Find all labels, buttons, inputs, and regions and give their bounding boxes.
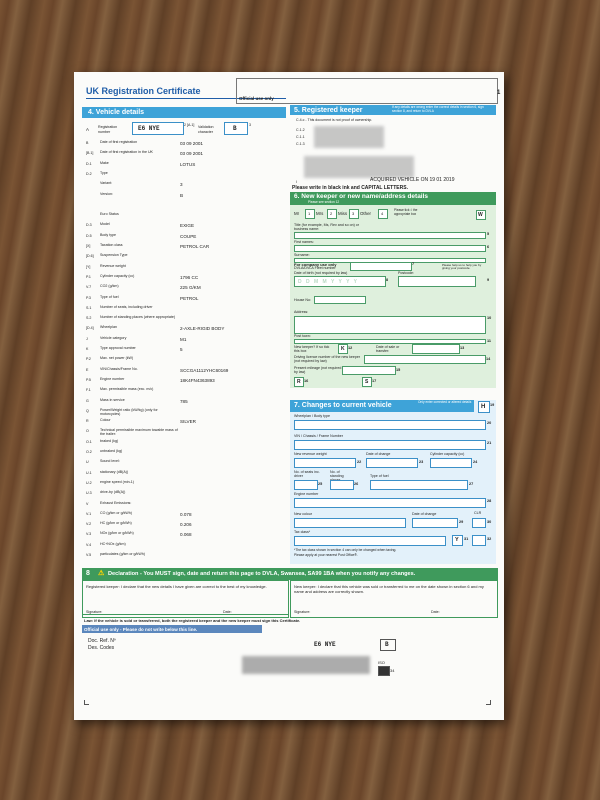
title-checkbox-6[interactable] xyxy=(378,209,388,219)
vehicle-row-label: CO2 (g/km) xyxy=(100,284,119,289)
validation-char: B xyxy=(233,125,237,132)
vehicle-row-code: P.3 xyxy=(86,295,91,300)
engine-label: Engine number xyxy=(294,492,319,496)
reg-code: A xyxy=(86,127,89,132)
vehicle-row-code: U.1 xyxy=(86,470,92,475)
vehicle-row-code: O xyxy=(86,429,89,434)
section7-field-number: 32 xyxy=(487,537,492,541)
vehicle-row-value: EXIGE xyxy=(180,223,195,229)
section8-heading: Declaration - You MUST sign, date and return this page to DVLA, Swansea, SA99 1BA when you notify any changes. xyxy=(108,571,416,577)
vehicle-row-code: R xyxy=(86,419,89,424)
section6-field-number: 9 xyxy=(487,278,490,282)
footer-official: Official use only - Please do not write below this line. xyxy=(84,626,198,632)
first-names-input[interactable] xyxy=(294,245,486,252)
w-box[interactable] xyxy=(476,210,486,220)
vehicle-row-label: VIN/Chassis/Frame No. xyxy=(100,366,138,371)
vehicle-row-value: 0.078 xyxy=(180,511,192,517)
corner-number: 1 xyxy=(497,90,501,96)
vehicle-row-code: U.3 xyxy=(86,491,92,496)
section7-note: Only enter corrected or altered details xyxy=(418,400,472,404)
h-num: 19 xyxy=(490,403,495,407)
section6-title: 6. New keeper or new name/address details xyxy=(294,193,429,200)
vehicle-row-code: P.5 xyxy=(86,377,91,382)
vehicle-row-label: Number of standing places (where appropriate) xyxy=(100,315,176,320)
section7-field-number: 21 xyxy=(487,441,492,445)
document-title: UK Registration Certificate xyxy=(86,86,201,96)
mileage-input[interactable] xyxy=(342,366,396,375)
vehicle-row-code: V.2 xyxy=(86,522,92,527)
box-34-num: 34 xyxy=(390,668,395,673)
vehicle-row-code: [Y] xyxy=(86,264,91,269)
vehicle-row-label: HC+NOx (g/km) xyxy=(100,541,126,546)
vehicle-row-value: SILVER xyxy=(180,419,196,425)
s-box[interactable] xyxy=(362,377,372,387)
r-label: R xyxy=(297,379,301,385)
redacted-keeper-name xyxy=(314,126,384,148)
postcode-input[interactable] xyxy=(398,276,476,287)
title-option-0: Mr xyxy=(294,211,300,216)
fleet-label: DVLA/DVLA Fleet number xyxy=(294,266,336,270)
vehicle-row-label: Colour xyxy=(100,418,111,423)
vehicle-row-value: 03 09 2001 xyxy=(180,141,203,146)
address-label: Address: xyxy=(294,310,309,314)
box-34 xyxy=(378,666,395,676)
vehicle-row-code: S.2 xyxy=(86,316,92,321)
line-i: I xyxy=(296,180,297,184)
date-change-label: Date of change xyxy=(366,452,391,456)
postcode-label: Postcode: xyxy=(398,271,414,275)
title-option-6: Other xyxy=(360,211,371,216)
title-checkbox-2[interactable] xyxy=(327,209,337,219)
dl-number-label: Driving licence number of the new keeper (not required by law) xyxy=(294,355,361,363)
section8-number: 8 xyxy=(86,570,90,577)
vehicle-row-code: U.2 xyxy=(86,480,92,485)
vehicle-row-code: [D.6] xyxy=(86,254,94,259)
vehicle-row-value: 0.068 xyxy=(180,532,192,538)
colour-label: New colour xyxy=(294,512,312,516)
title-option-2: Mrs xyxy=(316,211,324,216)
vehicle-row-label: braked (kg) xyxy=(100,438,119,443)
vehicle-row-value: 3 xyxy=(180,182,183,188)
vehicle-row-value: 03 09 2001 xyxy=(180,151,203,157)
vehicle-row-label: Max. net power (kW) xyxy=(100,356,134,361)
keeper-line-2: C.1.1 xyxy=(296,135,305,139)
vehicle-row-code: V.3 xyxy=(86,532,92,537)
vehicle-row-code: P.1 xyxy=(86,274,91,279)
vehicle-row-label: Date of first registration xyxy=(100,140,138,144)
new-keeper-signature-label: Signature: xyxy=(294,610,311,614)
vehicle-row-label: Wheelplan xyxy=(100,325,117,330)
vehicle-row-label: Max. permissible mass (exc. m/c) xyxy=(100,387,154,392)
vehicle-row-code: D.3 xyxy=(86,223,92,228)
y-box[interactable] xyxy=(452,535,463,546)
section7-field-number: 29 xyxy=(459,520,464,524)
vehicle-row-value: 1796 CC xyxy=(180,274,199,280)
section6-field-number: 7 xyxy=(412,262,415,266)
section6-field-number: 10 xyxy=(487,316,492,320)
surname-label: Surname: xyxy=(294,253,310,257)
section6-field-number: 14 xyxy=(486,357,491,361)
standing-label: No. of standing xyxy=(330,470,344,478)
footer-reg: E6 NYE xyxy=(314,641,336,648)
rev-weight-input[interactable] xyxy=(294,458,356,468)
vin-label: VIN / Chassis / Frame Number xyxy=(294,434,343,438)
rev-weight-label: New revenue weight xyxy=(294,452,327,456)
keeper-line-1: C.1.2 xyxy=(296,128,305,132)
footer-val-box xyxy=(380,639,396,651)
official-use-box xyxy=(236,78,501,104)
new-keeper-declaration xyxy=(290,580,498,618)
section4-header xyxy=(82,107,286,118)
vehicle-row-value: LOTUS xyxy=(180,161,196,167)
first-names-label: First names: xyxy=(294,240,314,244)
vehicle-row-label: Type approval number xyxy=(100,346,136,350)
section5-title: 5. Registered keeper xyxy=(294,106,363,114)
footer-val: B xyxy=(385,641,389,648)
crop-mark-left xyxy=(84,700,89,705)
dob-input[interactable] xyxy=(294,276,389,287)
vehicle-row-value: 0.206 xyxy=(180,522,192,528)
date-sale-input[interactable] xyxy=(412,344,460,354)
law-text: Law: If the vehicle is sold or transferred, both the registered keeper and the new keeper must sign this Certificate. xyxy=(84,618,301,623)
warning-icon: ⚠ xyxy=(98,570,105,577)
new-keeper-date-label: Date: xyxy=(431,610,440,614)
s-label: S xyxy=(365,379,369,385)
k-box[interactable] xyxy=(338,344,348,354)
fuel-input[interactable] xyxy=(370,480,468,490)
title-line-label: Title (for example, Ms, Rev and so on) or business name: xyxy=(294,223,359,231)
reg-number-box xyxy=(132,122,184,135)
section7-field-number: 25 xyxy=(318,482,323,486)
new-keeper-q: New keeper? If so tick this box xyxy=(294,345,330,353)
vehicle-row-code: D.5 xyxy=(86,233,92,238)
vehicle-row-label: Type xyxy=(100,170,108,175)
section6-field-number: 13 xyxy=(460,346,465,350)
vehicle-row-label: particulates (g/km or g/kWh) xyxy=(100,552,145,556)
new-keeper-text: New keeper: I declare that this vehicle was sold or transferred to me on the date shown in section 6 and my name and address are correctly shown. xyxy=(294,584,484,594)
vehicle-row-label: Engine number xyxy=(100,376,125,381)
section7-field-number: 31 xyxy=(464,537,469,541)
vehicle-row-code: D.2 xyxy=(86,171,92,176)
section7-field-number: 28 xyxy=(487,499,492,503)
iso-label: ISO xyxy=(378,660,385,665)
section6-field-number: 8 xyxy=(386,278,389,282)
seats-input[interactable] xyxy=(294,480,318,490)
vehicle-row-value: PETROL xyxy=(180,295,199,301)
section7-title: 7. Changes to current vehicle xyxy=(294,402,392,409)
section6-field-number: 12 xyxy=(348,346,353,350)
registered-keeper-declaration xyxy=(82,580,289,618)
section6-subtitle: Please see section 12 xyxy=(308,200,340,204)
vehicle-row-code: V xyxy=(86,501,89,506)
vehicle-row-label: CO (g/km or g/kWh) xyxy=(100,510,132,515)
vehicle-row-label: Cylinder capacity (cc) xyxy=(100,273,135,278)
tax-class-input[interactable] xyxy=(294,536,446,546)
footer-official-band xyxy=(82,625,262,633)
vehicle-row-label: Body type xyxy=(100,232,116,237)
vehicle-row-label: Make xyxy=(100,160,109,165)
section6-field-number: 17 xyxy=(372,379,377,383)
clr-label: CLR xyxy=(474,511,482,515)
dob-label: Date of birth (not required by law) xyxy=(294,271,348,275)
vehicle-row-code: S.1 xyxy=(86,305,92,310)
engine-input[interactable] xyxy=(294,498,486,508)
vehicle-row-label: Revenue weight xyxy=(100,263,126,268)
vehicle-row-value: PETROL CAR xyxy=(180,244,210,249)
vehicle-row-value: 5 xyxy=(180,347,183,352)
redacted-keeper-address xyxy=(304,156,414,178)
vehicle-row-code: B xyxy=(86,141,89,145)
date-change2-label: Date of change xyxy=(412,512,437,516)
vin-input[interactable] xyxy=(294,440,486,450)
company-label: For company use only xyxy=(294,262,337,267)
title-checkbox-0[interactable] xyxy=(305,209,315,219)
vehicle-row-value: 225 G/KM xyxy=(180,285,201,291)
vehicle-row-label: Model xyxy=(100,222,110,227)
vehicle-row-value: 2-AXLE-RIGID BODY xyxy=(180,326,225,332)
vehicle-row-code: G xyxy=(86,398,89,403)
reg-keeper-text: Registered keeper: I declare that the new details I have given are correct to the best of my knowledge. xyxy=(86,584,267,589)
section8-header xyxy=(82,568,498,580)
vehicle-row-label: Vehicle category xyxy=(100,335,127,340)
vehicle-row-code: V.5 xyxy=(86,553,92,557)
vehicle-row-code: O.1 xyxy=(86,439,92,444)
vehicle-row-label: Suspension Type xyxy=(100,253,128,258)
vehicle-row-code: P.2 xyxy=(86,357,91,362)
reg-label: Registration number xyxy=(98,125,118,134)
section7-field-number: 27 xyxy=(469,482,474,486)
standing-input[interactable] xyxy=(330,480,354,490)
redacted-barcode xyxy=(242,656,370,674)
des-codes-label: Des. Codes xyxy=(88,645,115,651)
tax-note: *The tax class shown in section 4 can only be changed when taxing. xyxy=(294,548,397,552)
vehicle-row-code: D.1 xyxy=(86,161,92,166)
post-town-label: Post town: xyxy=(294,334,311,338)
vehicle-row-code: F.1 xyxy=(86,388,91,393)
crop-mark-right xyxy=(486,700,491,705)
vehicle-row-code: E xyxy=(86,367,89,372)
vehicle-row-label: Date of first registration in the UK xyxy=(100,150,153,155)
vehicle-row-label: stationary (dB(A)) xyxy=(100,469,129,474)
vehicle-row-code: U xyxy=(86,460,89,465)
date-sale-label: Date of sale or transfer: xyxy=(376,345,400,353)
vehicle-row-code: [X] xyxy=(86,244,91,248)
vehicle-row-value: COUPE xyxy=(180,233,197,239)
postcode-help: Please help us to help you by giving your postcode. xyxy=(442,263,482,271)
vehicle-row-code: V.1 xyxy=(86,511,92,516)
clr-input[interactable] xyxy=(472,518,486,528)
vehicle-row-code: J xyxy=(86,336,88,341)
post-office-note: Please apply at your nearest Post Office®. xyxy=(294,553,358,557)
vehicle-row-label: drive-by (dB(A)) xyxy=(100,490,126,495)
reg-keeper-date-label: Date: xyxy=(223,610,232,614)
section6-field-number: 5 xyxy=(487,232,490,236)
title-input[interactable] xyxy=(294,232,486,239)
cyl-input[interactable] xyxy=(430,458,472,468)
h-box[interactable] xyxy=(478,401,490,413)
vehicle-row-code: O.2 xyxy=(86,450,92,454)
vehicle-row-code: V.4 xyxy=(86,542,92,547)
validation-box xyxy=(224,122,248,135)
vehicle-row-value: 18K4FN4363893 xyxy=(180,377,215,383)
field-ref: 2 [A.1] xyxy=(184,123,195,127)
section7-field-number: 26 xyxy=(354,482,359,486)
vehicle-row-label: Mass in service xyxy=(100,397,125,402)
vehicle-row-label: unbraked (kg) xyxy=(100,449,123,453)
title-option-4: Miss xyxy=(338,211,348,216)
address-input[interactable] xyxy=(294,316,486,334)
vehicle-row-label: Power/Weight ratio (kW/kg) (only for motorcycles) xyxy=(100,407,158,416)
keeper-line-3: C.1.3 xyxy=(296,142,305,146)
acquired-date: ACQUIRED VEHICLE ON 19 01 2019 xyxy=(370,177,455,183)
vehicle-row-label: Exhaust Emissions: xyxy=(100,500,132,505)
vehicle-row-label: Version: xyxy=(100,191,113,196)
write-instruction: Please write in black ink and CAPITAL LETTERS. xyxy=(292,185,408,191)
box-32[interactable] xyxy=(472,535,486,546)
vehicle-row-label: NOx (g/km or g/kWh) xyxy=(100,531,134,536)
section6-field-number: 15 xyxy=(396,368,401,372)
vehicle-row-label: engine speed (min-1) xyxy=(100,479,134,484)
vehicle-row-value: 785 xyxy=(180,398,188,404)
colour-input[interactable] xyxy=(294,518,406,528)
vehicle-row-label: Technical permissible maximum towable mass of the trailer: xyxy=(100,428,178,437)
title-checkbox-4[interactable] xyxy=(349,209,359,219)
wheelplan-input[interactable] xyxy=(294,420,486,430)
section5-note: If any details are wrong enter the correct details in section 6, sign section 8, and return to DVLA xyxy=(392,105,484,113)
validation-label: Validation character xyxy=(198,125,214,134)
section5-header xyxy=(290,105,496,115)
house-label: House No: xyxy=(294,298,311,302)
section6-field-number: 11 xyxy=(487,339,492,343)
reg-keeper-signature-label: Signature: xyxy=(86,610,103,614)
dob-format: D D M M Y Y Y Y xyxy=(298,278,359,285)
dl-number-input[interactable] xyxy=(364,355,486,364)
section6-field-number: 16 xyxy=(304,379,309,383)
title-checkbox-number: 1 xyxy=(308,211,311,216)
seats-label: No. of seats inc. driver xyxy=(294,470,320,478)
fuel-label: Type of fuel xyxy=(370,474,389,478)
registration-certificate xyxy=(74,72,504,720)
section7-field-number: 22 xyxy=(357,460,362,464)
tick-note: Please tick √ the appropriate box xyxy=(394,208,418,216)
vehicle-row-code: V.7 xyxy=(86,285,92,290)
official-use-label: Official use only xyxy=(239,96,274,101)
vehicle-row-code: Q xyxy=(86,408,89,413)
tax-class-label: Tax class* xyxy=(294,530,311,534)
vehicle-row-code: K xyxy=(86,347,89,351)
vehicle-row-label: Number of seats, including driver xyxy=(100,304,153,309)
vehicle-row-label: Taxation class xyxy=(100,243,123,247)
vehicle-row-value: SCCGA1112YHC60169 xyxy=(180,367,229,373)
vehicle-row-code: [B.1] xyxy=(86,151,94,156)
section6-header xyxy=(290,192,496,205)
house-input[interactable] xyxy=(314,296,366,304)
date-change2-input[interactable] xyxy=(412,518,458,528)
r-box[interactable] xyxy=(294,377,304,387)
vehicle-row-label: Sound level: xyxy=(100,459,120,464)
vehicle-row-label: HC (g/km or g/kWh) xyxy=(100,521,132,526)
validation-num: 3 xyxy=(249,123,251,127)
section7-field-number: 24 xyxy=(473,460,478,464)
section4-title: 4. Vehicle details xyxy=(88,109,145,116)
title-checkbox-number: 2 xyxy=(330,211,333,216)
wheelplan-label: Wheelplan / Body type xyxy=(294,414,330,418)
reg-keeper-sign-line xyxy=(83,614,288,615)
fleet-input[interactable] xyxy=(350,262,415,271)
cyl-label: Cylinder capacity (cc) xyxy=(430,452,465,456)
k-label: K xyxy=(341,346,345,352)
section7-header xyxy=(290,400,474,412)
section7-field-number: 23 xyxy=(419,460,424,464)
vehicle-row-code: [D.4] xyxy=(86,326,94,331)
vehicle-row-value: M1 xyxy=(180,336,187,342)
date-change-input[interactable] xyxy=(366,458,418,468)
section7-field-number: 20 xyxy=(487,421,492,425)
mileage-label: Present mileage (not required by law) xyxy=(294,366,342,374)
vehicle-row-label: Type of fuel xyxy=(100,294,119,299)
title-checkbox-number: 4 xyxy=(381,211,384,216)
w-label: W xyxy=(478,212,483,218)
title-checkbox-number: 3 xyxy=(352,211,355,216)
section7-field-number: 30 xyxy=(487,520,492,524)
vehicle-row-value: B xyxy=(180,192,184,198)
h-label: H xyxy=(481,403,486,410)
y-label: Y xyxy=(455,537,459,543)
vehicle-row-label: Variant: xyxy=(100,181,113,186)
section6-field-number: 6 xyxy=(487,245,490,249)
section5-sub: C.4.c - This document is not proof of ownership. xyxy=(296,118,373,122)
doc-ref-label: Doc. Ref. Nº xyxy=(88,638,116,644)
reg-number: E6 NYE xyxy=(138,125,160,132)
vehicle-row-label: Euro Status xyxy=(100,212,119,217)
